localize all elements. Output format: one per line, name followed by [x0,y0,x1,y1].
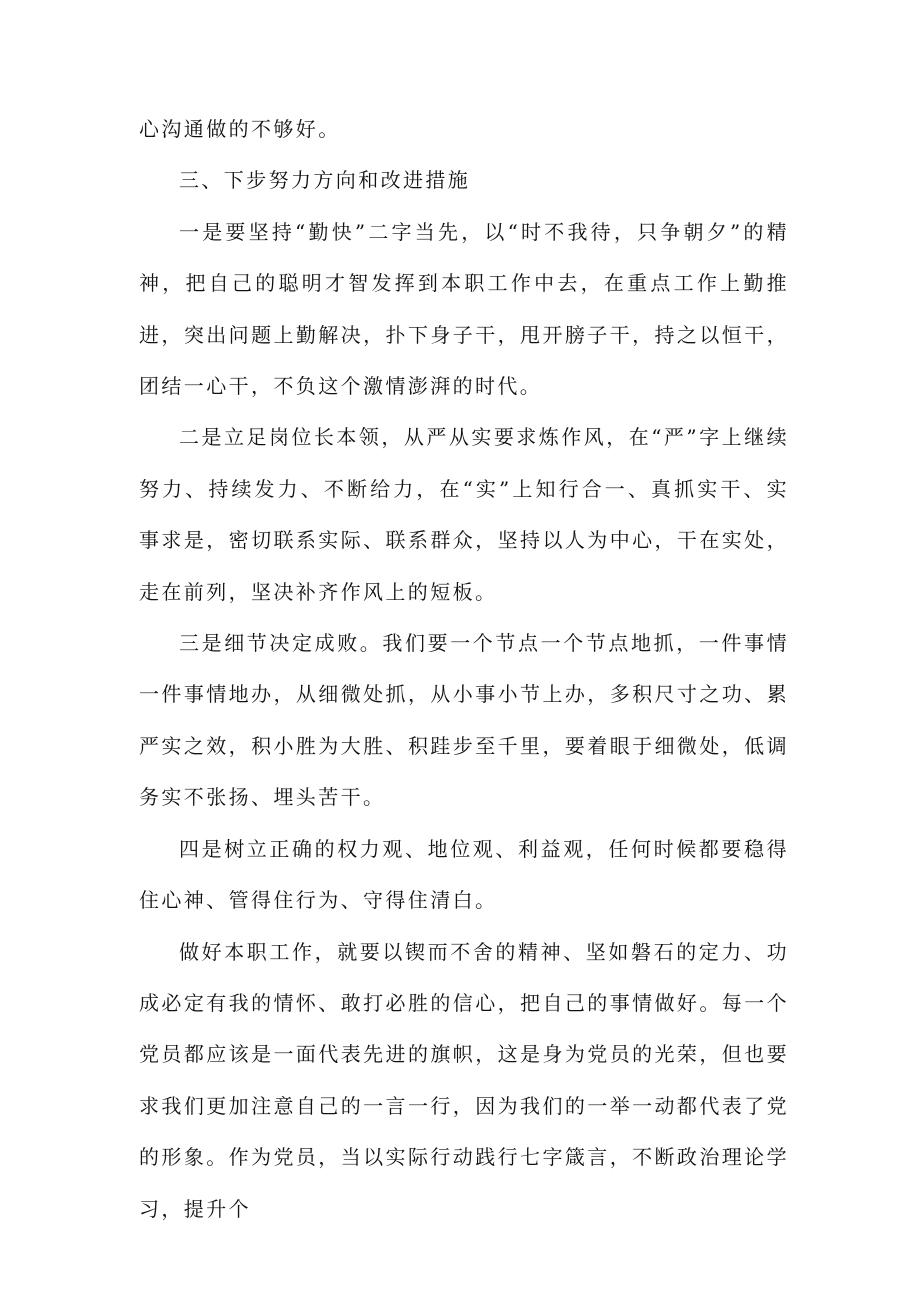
paragraph-measure-3: 三是细节决定成败。我们要一个节点一个节点地抓，一件事情一件事情地办，从细微处抓，从小事小节上办，多积尺寸之功、累严实之效，积小胜为大胜、积跬步至千里，要着眼于细微处，低调务实不张扬、埋头苦干。 [139,631,789,810]
document-body [139,104,789,1235]
paragraph-measure-4: 四是树立正确的权力观、地位观、利益观，任何时候都要稳得住心神、管得住行为、守得住清白。 [139,836,789,913]
paragraph-measure-2: 二是立足岗位长本领，从严从实要求炼作风，在“严”字上继续努力、持续发力、不断给力，在“实”上知行合一、真抓实干、实事求是，密切联系实际、联系群众，坚持以人为中心，干在实处，走在前列，坚决补齐作风上的短板。 [139,425,789,604]
paragraph-measure-1: 一是要坚持“勤快”二字当先，以“时不我待，只争朝夕”的精神，把自己的聪明才智发挥到本职工作中去，在重点工作上勤推进，突出问题上勤解决，扑下身子干，甩开膀子干，持之以恒干，团结一心干，不负这个激情澎湃的时代。 [139,219,789,399]
paragraph-conclusion: 做好本职工作，就要以锲而不舍的精神、坚如磐石的定力、功成必定有我的情怀、敢打必胜的信心，把自己的事情做好。每一个党员都应该是一面代表先进的旗帜，这是身为党员的光荣，但也要求我们更加注意自己的一言一行，因为我们的一举一动都代表了党的形象。作为党员，当以实际行动践行七字箴言，不断政治理论学习，提升个 [139,939,789,1221]
paragraph-continuation: 心沟通做的不够好。 [139,117,341,141]
section-heading: 三、下步努力方向和改进措施 [179,168,471,193]
